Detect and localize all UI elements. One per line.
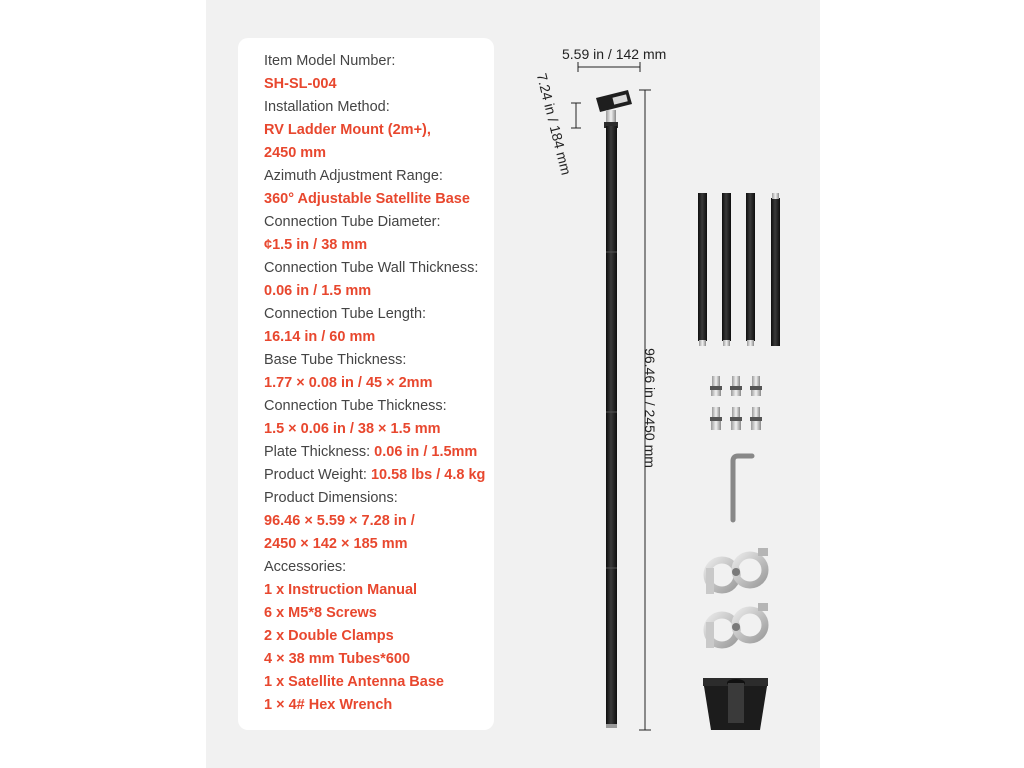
double-clamp-icon	[706, 548, 768, 594]
accessory-item: 1 x Instruction Manual	[264, 582, 418, 598]
install-value-1: RV Ladder Mount (2m+),	[264, 122, 431, 138]
accessory-item: 1 x Satellite Antenna Base	[264, 674, 444, 690]
width-dimension-label: 5.59 in / 142 mm	[562, 46, 667, 62]
accessories-label: Accessories:	[264, 559, 347, 575]
length-value: 16.14 in / 60 mm	[264, 329, 376, 345]
connection-tubes-icon	[698, 193, 780, 346]
accessory-item: 4 × 38 mm Tubes*600	[264, 651, 411, 667]
base-tube-label: Base Tube Thickness:	[264, 352, 407, 368]
diameter-value: ¢1.5 in / 38 mm	[264, 237, 368, 253]
install-value-2: 2450 mm	[264, 145, 327, 161]
accessory-item: 2 x Double Clamps	[264, 628, 394, 644]
install-label: Installation Method:	[264, 99, 390, 115]
model-value: SH-SL-004	[264, 76, 337, 92]
conn-thick-value: 1.5 × 0.06 in / 38 × 1.5 mm	[264, 421, 441, 437]
dims-value-1: 96.46 × 5.59 × 7.28 in /	[264, 513, 415, 529]
hex-wrench-icon	[733, 456, 752, 520]
accessory-item: 1 × 4# Hex Wrench	[264, 697, 393, 713]
antenna-base-icon	[703, 678, 768, 730]
model-label: Item Model Number:	[264, 53, 396, 69]
azimuth-value: 360° Adjustable Satellite Base	[264, 191, 470, 207]
depth-dimension-line	[571, 103, 581, 128]
length-label: Connection Tube Length:	[264, 306, 427, 322]
depth-dimension-label: 7.24 in / 184 mm	[533, 71, 575, 177]
pole-icon	[606, 126, 617, 728]
plate-value: 0.06 in / 1.5mm	[374, 444, 478, 460]
plate-label: Plate Thickness:	[264, 444, 375, 460]
height-dimension-label: 96.46 in / 2450 mm	[641, 348, 658, 468]
double-clamp-icon	[706, 603, 768, 648]
weight-value: 10.58 lbs / 4.8 kg	[370, 467, 486, 483]
dims-value-2: 2450 × 142 × 185 mm	[264, 536, 408, 552]
diameter-label: Connection Tube Diameter:	[264, 214, 441, 230]
weight-label: Product Weight:	[264, 467, 371, 483]
width-dimension-line	[578, 62, 640, 72]
screws-icon	[710, 376, 762, 430]
accessory-item: 6 x M5*8 Screws	[264, 605, 377, 621]
azimuth-label: Azimuth Adjustment Range:	[264, 168, 443, 184]
conn-thick-label: Connection Tube Thickness:	[264, 398, 447, 414]
satellite-base-icon	[596, 90, 632, 128]
dims-label: Product Dimensions:	[264, 490, 398, 506]
wall-value: 0.06 in / 1.5 mm	[264, 283, 372, 299]
base-tube-value: 1.77 × 0.08 in / 45 × 2mm	[264, 375, 433, 391]
wall-label: Connection Tube Wall Thickness:	[264, 260, 479, 276]
